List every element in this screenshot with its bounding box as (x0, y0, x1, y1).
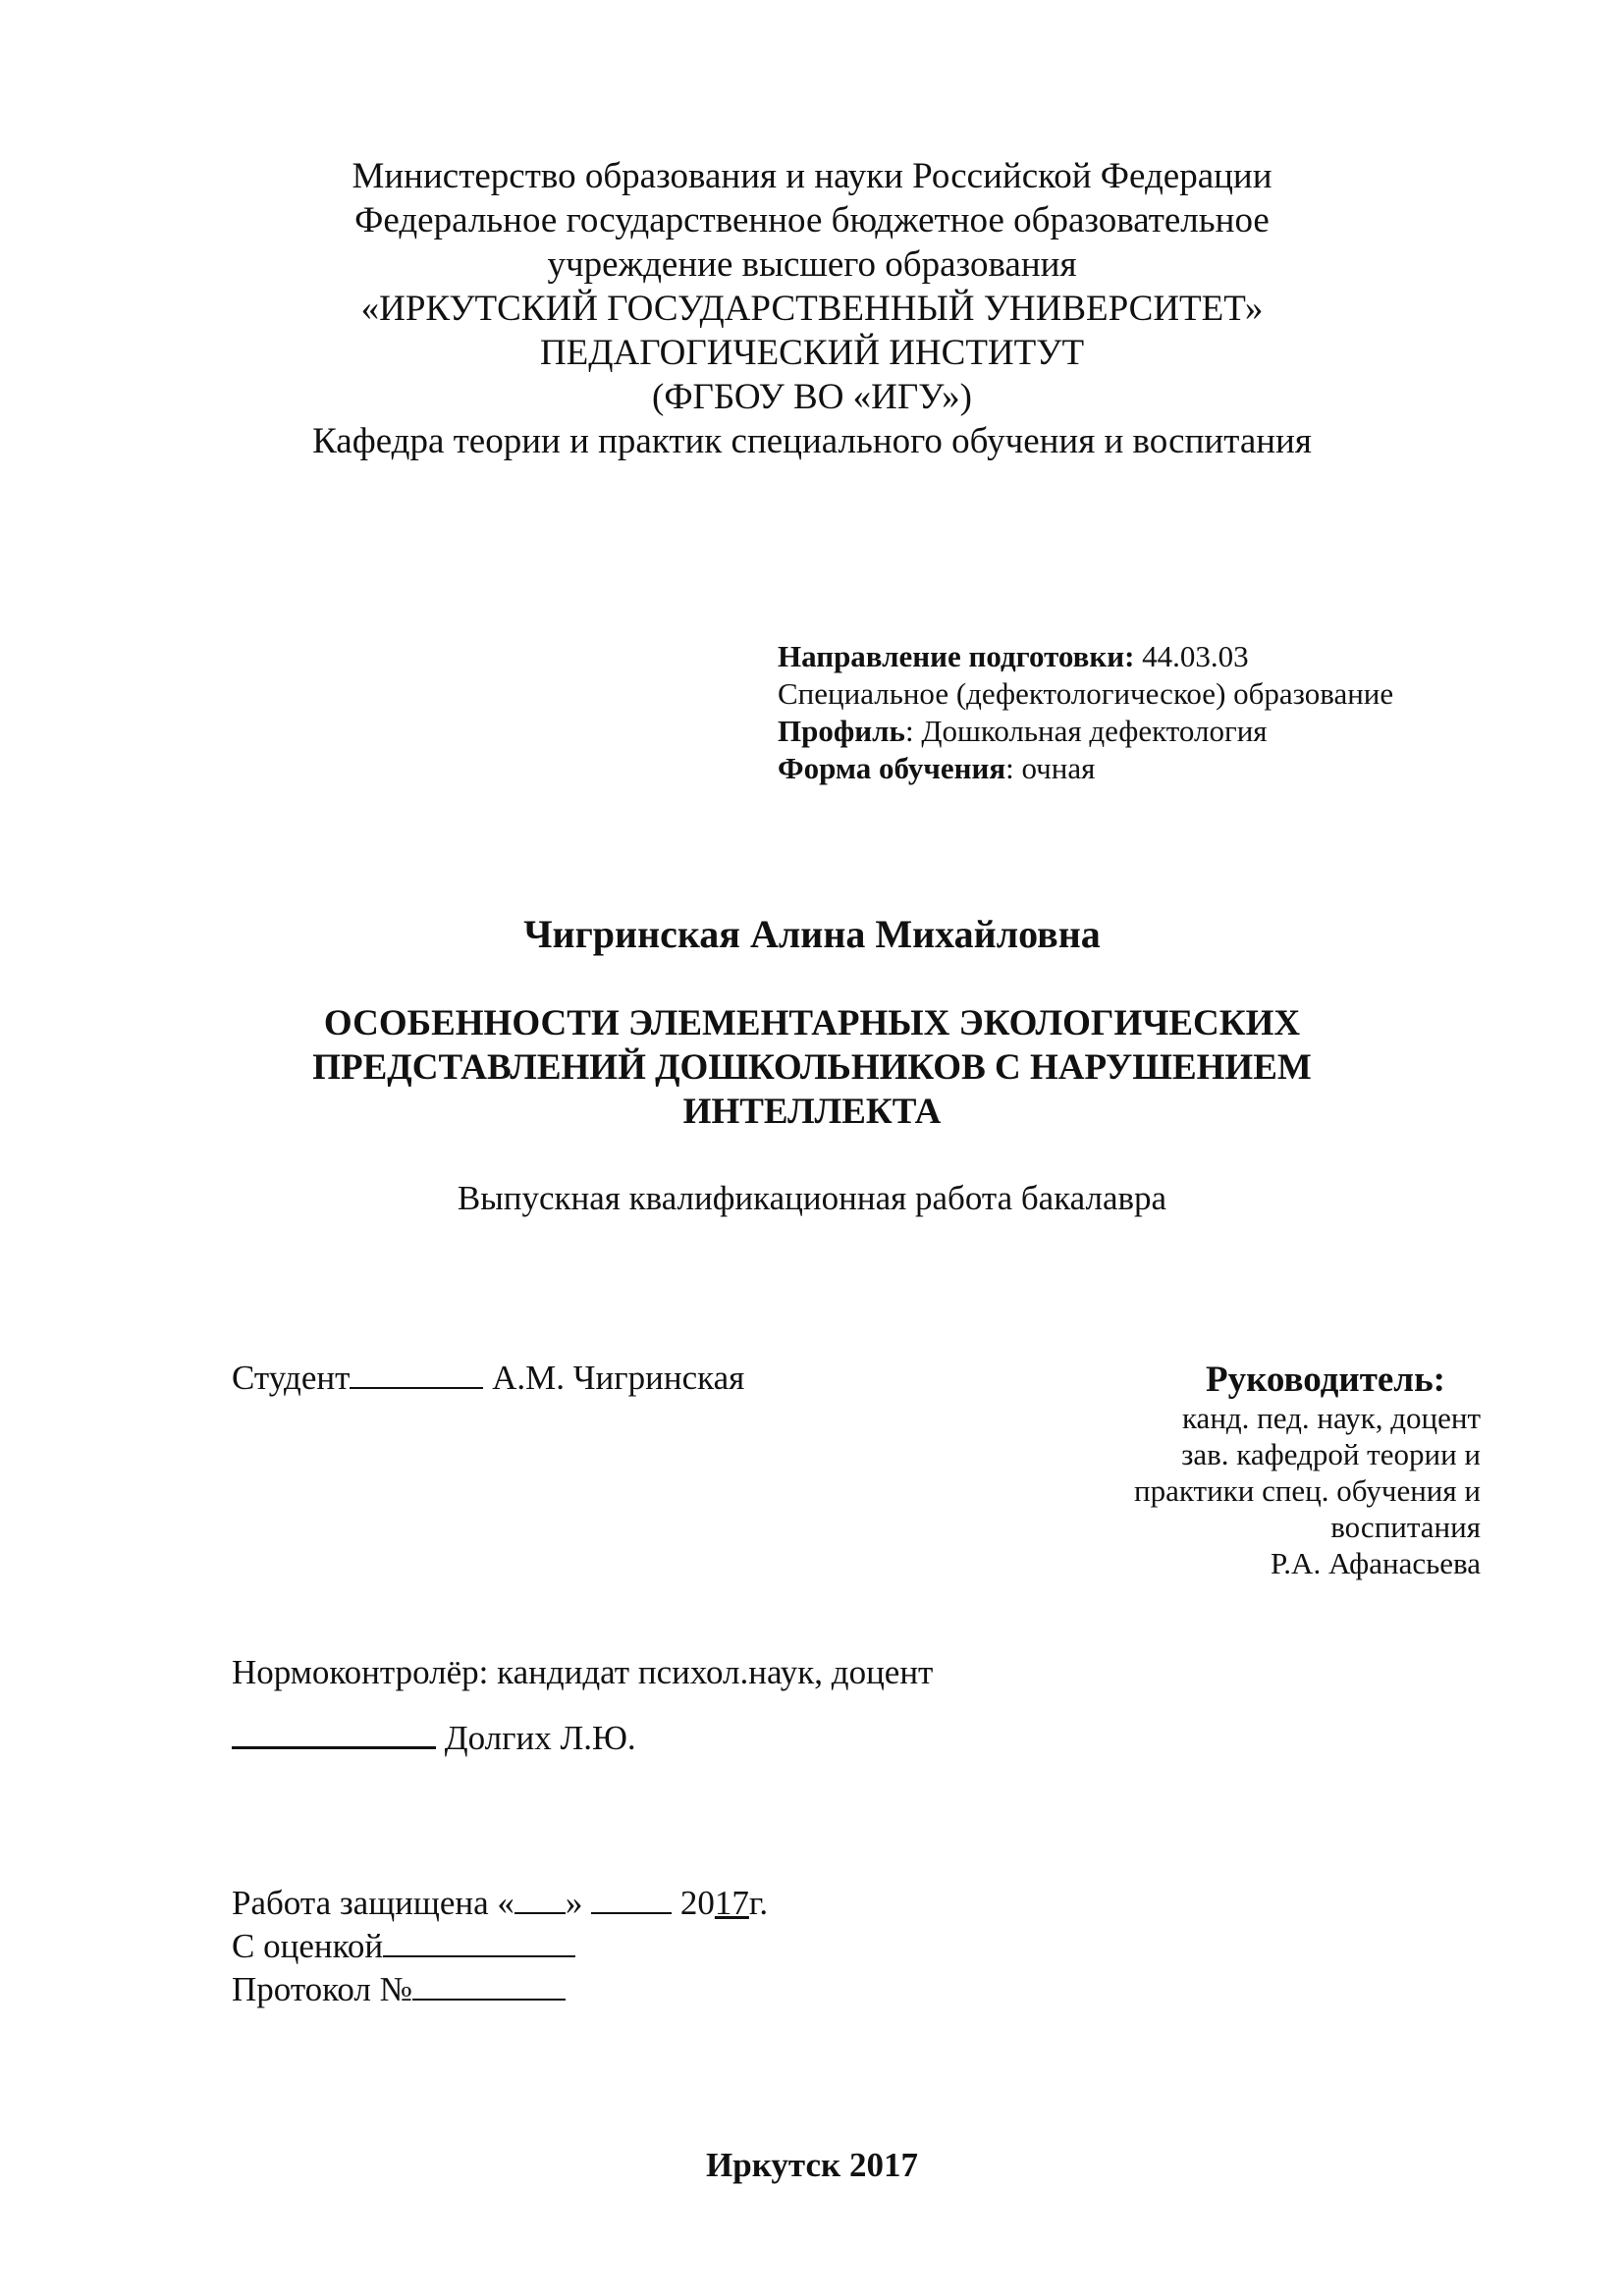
header-line: Кафедра теории и практик специального обучения и воспитания (312, 421, 1312, 461)
normcontrol-name: Долгих Л.Ю. (436, 1719, 636, 1757)
grade-line (232, 1926, 575, 1967)
form-label: Форма обучения (778, 751, 1006, 785)
year-end: г. (748, 1884, 769, 1922)
form-value: : очная (1005, 751, 1096, 785)
day-blank (514, 1883, 566, 1914)
profile-value: : Дошкольная дефектология (904, 714, 1268, 748)
supervisor-details (1134, 1400, 1481, 1581)
study-direction (778, 638, 1249, 674)
header-line: «ИРКУТСКИЙ ГОСУДАРСТВЕННЫЙ УНИВЕРСИТЕТ» (360, 289, 1264, 329)
signature-blank (232, 1717, 436, 1749)
year-prefix: 20 (672, 1884, 715, 1922)
work-type: Выпускная квалификационная работа бакалавра (457, 1179, 1167, 1217)
student-name: А.М. Чигринская (483, 1359, 745, 1397)
year-suffix: 17 (714, 1884, 749, 1922)
header-line: Министерство образования и науки Российской Федерации (352, 156, 1272, 196)
author-name: Чигринская Алина Михайловна (523, 912, 1101, 956)
normcontrol-signature (232, 1717, 636, 1759)
supervisor-line: воспитания (1330, 1510, 1481, 1544)
direction-label: Направление подготовки: (778, 639, 1135, 673)
student-line (232, 1358, 744, 1399)
student-label: Студент (232, 1359, 351, 1397)
protocol-blank (412, 1969, 566, 2001)
normcontrol-label: Нормоконтролёр: кандидат психол.наук, доцент (232, 1653, 934, 1691)
study-profile (778, 713, 1268, 749)
thesis-title (0, 1001, 1624, 1134)
signature-blank (350, 1358, 483, 1389)
direction-value: 44.03.03 (1134, 639, 1249, 673)
city-year: Иркутск 2017 (706, 2146, 918, 2184)
institution-header (0, 154, 1624, 463)
supervisor-line: практики спец. обучения и (1134, 1473, 1481, 1508)
protocol-label: Протокол № (232, 1970, 413, 2008)
grade-label: С оценкой (232, 1927, 384, 1965)
title-line: ОСОБЕННОСТИ ЭЛЕМЕНТАРНЫХ ЭКОЛОГИЧЕСКИХ (323, 1003, 1301, 1043)
supervisor-line: зав. кафедрой теории и (1181, 1437, 1481, 1471)
header-line: ПЕДАГОГИЧЕСКИЙ ИНСТИТУТ (539, 333, 1085, 373)
defense-mid: » (565, 1884, 592, 1922)
study-form (778, 750, 1095, 786)
defense-prefix: Работа защищена « (232, 1884, 514, 1922)
supervisor-line: Р.А. Афанасьева (1270, 1546, 1481, 1580)
supervisor-line: канд. пед. наук, доцент (1181, 1401, 1481, 1435)
title-line: ПРЕДСТАВЛЕНИЙ ДОШКОЛЬНИКОВ С НАРУШЕНИЕМ (312, 1047, 1312, 1088)
header-line: учреждение высшего образования (547, 244, 1077, 285)
header-line: (ФГБОУ ВО «ИГУ») (652, 377, 972, 417)
direction-name: Специальное (дефектологическое) образование (778, 676, 1394, 711)
grade-blank (383, 1926, 575, 1957)
title-line: ИНТЕЛЛЕКТА (682, 1092, 942, 1132)
header-line: Федеральное государственное бюджетное образовательное (354, 200, 1270, 240)
supervisor-heading: Руководитель: (1206, 1360, 1445, 1400)
month-blank (591, 1883, 672, 1914)
defense-line (232, 1883, 768, 1924)
profile-label: Профиль (778, 714, 905, 748)
protocol-line (232, 1969, 566, 2010)
